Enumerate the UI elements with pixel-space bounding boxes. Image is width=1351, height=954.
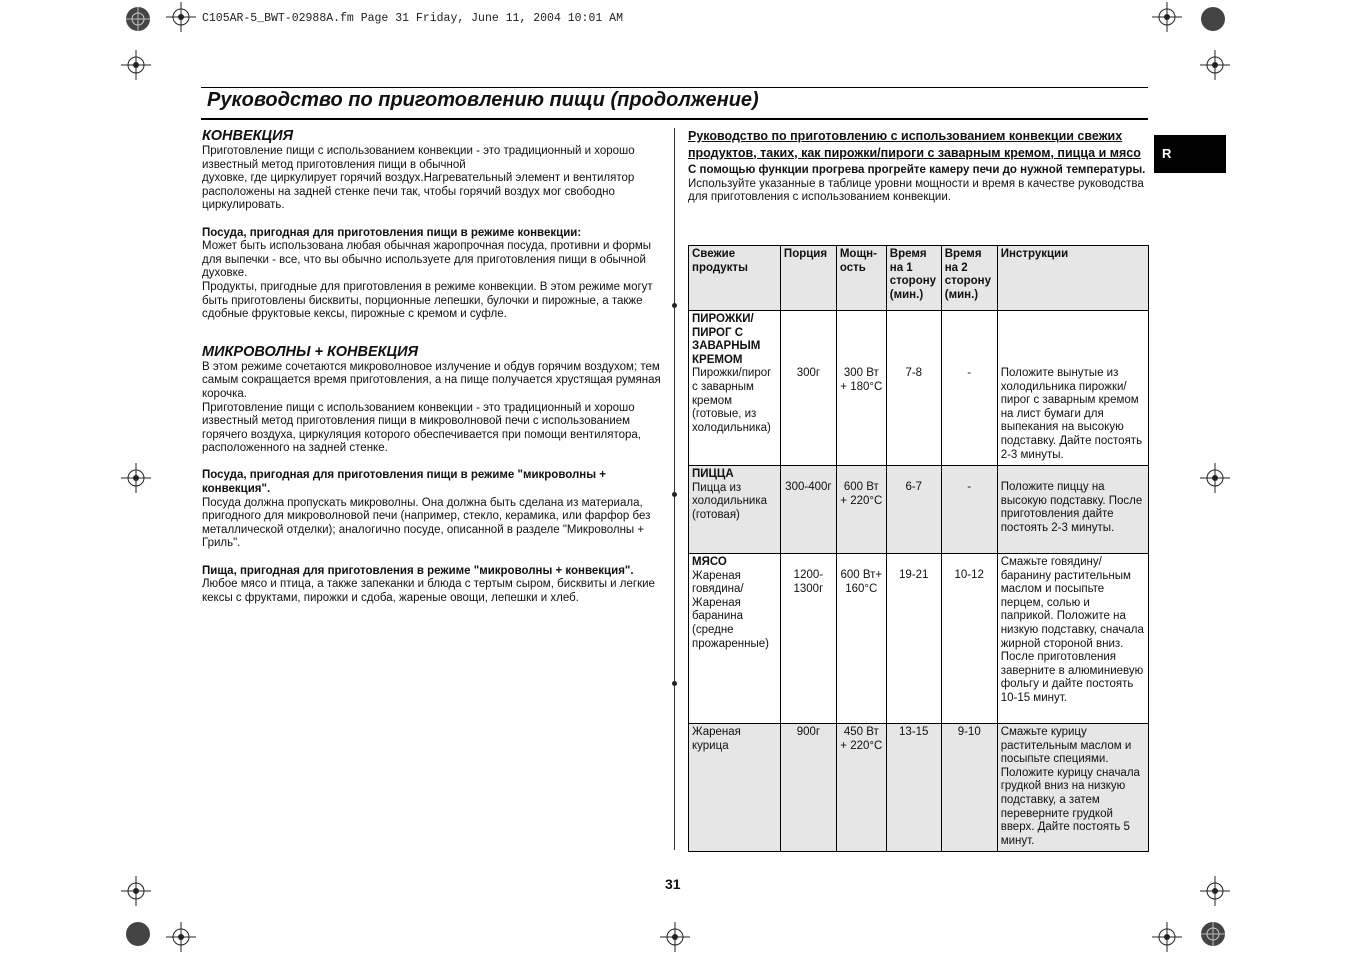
micro-convection-paragraph-1: В этом режиме сочетаются микроволновое излучение и обдув горячим воздухом; тем самым сокращается время приготовления, а на пище получается хрустящая румяная корочка.	[202, 360, 661, 400]
time2-cell: 10-12	[941, 554, 997, 724]
food-name: Пирожки/пирог с заварным кремом (готовые, из холодильника)	[692, 367, 772, 434]
time2-cell: -	[941, 311, 997, 466]
convection-foods-paragraph: Продукты, пригодные для приготовления в режиме конвекции. В этом режиме могут быть приготовлены бисквиты, порционные лепешки, булочки и пирожные, а также сдобные фруктовые кексы, пирожные с кремом и суфле.	[202, 280, 653, 321]
crosshair-mark	[121, 876, 151, 906]
page-number: 31	[665, 876, 681, 892]
header-time-2: Время на 2 сторону (мин.)	[941, 246, 997, 311]
time1-cell: 7-8	[886, 311, 941, 466]
portion-cell: 1200-1300г	[780, 554, 836, 724]
micro-convection-heading: МИКРОВОЛНЫ + КОНВЕКЦИЯ	[202, 343, 419, 360]
language-tab	[1154, 135, 1226, 173]
convection-heading: КОНВЕКЦИЯ	[202, 128, 294, 144]
margin-dot	[672, 492, 677, 497]
crosshair-mark	[1200, 50, 1230, 80]
food-cell	[689, 724, 781, 852]
registration-disc-mark	[1199, 5, 1227, 33]
portion-cell: 900г	[780, 724, 836, 852]
power-cell: 450 Вт + 220°C	[836, 724, 886, 852]
time1-cell: 19-21	[886, 554, 941, 724]
crosshair-mark	[1152, 922, 1182, 952]
left-column	[202, 128, 664, 605]
table-intro: Используйте указанные в таблице уровни мощности и время в качестве руководства для приготовления с использованием конвекции.	[688, 177, 1144, 204]
food-category: ПИРОЖКИ/ ПИРОГ С ЗАВАРНЫМ КРЕМОМ	[692, 313, 761, 366]
micro-convection-paragraph-2: Приготовление пищи с использованием конвекции - это традиционный и хорошо известный метод приготовления пищи в микроволновой печи с использованием горячего воздуха, циркуляция которого обеспечивается при помощи вентилятора, расположенного на задней стенке.	[202, 401, 641, 455]
food-cell	[689, 311, 781, 466]
time2-cell: -	[941, 466, 997, 554]
language-tab-label: R	[1162, 146, 1172, 161]
registration-disc-mark	[1199, 920, 1227, 948]
portion-cell: 300-400г	[780, 466, 836, 554]
power-cell: 600 Вт + 220°C	[836, 466, 886, 554]
instructions-cell: Смажьте говядину/ баранину растительным маслом и посыпьте перцем, солью и паприкой. Положите на низкую подставку, сначала жирной стороной вниз. После приготовления заверните в алюминиевую фольгу и дайте постоять 10-15 минут.	[997, 554, 1148, 724]
food-category: МЯСО	[692, 556, 727, 568]
column-divider	[674, 128, 675, 850]
crosshair-mark	[121, 463, 151, 493]
header-time-1: Время на 1 сторону (мин.)	[886, 246, 941, 311]
food-cell	[689, 554, 781, 724]
right-column	[688, 128, 1148, 205]
time1-cell: 13-15	[886, 724, 941, 852]
title-rule-top	[201, 87, 1148, 88]
margin-dot	[672, 303, 677, 308]
instructions-cell: Смажьте курицу растительным маслом и посыпьте специями. Положите курицу сначала грудкой вниз на низкую подставку, а затем переверните грудкой вверх. Дайте постоять 5 минут.	[997, 724, 1148, 852]
mc-food-paragraph: Любое мясо и птица, а также запеканки и блюда с тертым сыром, бисквиты и легкие кексы с фруктами, пирожки и сдоба, жареные овощи, лепешки и хлеб.	[202, 578, 655, 604]
time2-cell: 9-10	[941, 724, 997, 852]
crosshair-mark	[121, 50, 151, 80]
mc-cookware-paragraph: Посуда должна пропускать микроволны. Она должна быть сделана из материала, пригодного для микроволновой печи (например, стекло, керамика, или фарфор без металлической отделки); аналогично посуде, описанной в разделе "Микроволны + Гриль".	[202, 496, 651, 550]
preheat-instruction: С помощью функции прогрева прогрейте камеру печи до нужной температуры.	[688, 164, 1146, 176]
page-title: Руководство по приготовлению пищи (продолжение)	[207, 89, 759, 111]
header-power: Мощн-ость	[836, 246, 886, 311]
table-section-heading: Руководство по приготовлению с использованием конвекции свежих продуктов, таких, как пирожки/пироги с заварным кремом, пицца и мясо	[688, 129, 1141, 160]
margin-dot	[672, 681, 677, 686]
power-cell: 300 Вт + 180°C	[836, 311, 886, 466]
header-portion: Порция	[780, 246, 836, 311]
registration-disc-mark	[124, 5, 152, 33]
instructions-cell: Положите вынутые из холодильника пирожки/ пирог с заварным кремом на лист бумаги для выпекания на высокую подставку. Дайте постоять 2-3 минуты.	[997, 311, 1148, 466]
file-header: C105AR-5_BWT-02988A.fm Page 31 Friday, June 11, 2004 10:01 AM	[202, 12, 623, 25]
power-cell: 600 Вт+ 160°C	[836, 554, 886, 724]
registration-disc-mark	[124, 920, 152, 948]
crosshair-mark	[660, 922, 690, 952]
food-name: Пицца из холодильника (готовая)	[692, 481, 768, 521]
crosshair-mark	[166, 922, 196, 952]
crosshair-mark	[1200, 463, 1230, 493]
convection-cookware-heading: Посуда, пригодная для приготовления пищи в режиме конвекции:	[202, 226, 582, 239]
crosshair-mark	[1200, 876, 1230, 906]
convection-paragraph-2: духовке, где циркулирует горячий воздух.Нагревательный элемент и вентилятор расположены на задней стенке печи так, чтобы горячий воздух мог свободно циркулировать.	[202, 172, 635, 212]
crosshair-mark	[1152, 2, 1182, 32]
header-food: Свежие продукты	[689, 246, 781, 311]
food-name: Жареная говядина/ Жареная баранина (средне прожаренные)	[692, 569, 769, 650]
table-row	[689, 466, 1149, 554]
table-row	[689, 311, 1149, 466]
header-instructions: Инструкции	[997, 246, 1148, 311]
crosshair-mark	[166, 2, 196, 32]
mc-food-heading: Пища, пригодная для приготовления в режиме "микроволны + конвекция".	[202, 564, 634, 577]
portion-cell: 300г	[780, 311, 836, 466]
title-rule-bottom	[201, 118, 1148, 120]
food-name: Жареная курица	[692, 726, 741, 752]
cooking-table	[688, 245, 1149, 852]
convection-cookware-paragraph: Может быть использована любая обычная жаропрочная посуда, противни и формы для выпечки - все, что вы обычно используете для приготовления пищи в обычной духовке.	[202, 240, 652, 280]
convection-paragraph-1: Приготовление пищи с использованием конвекции - это традиционный и хорошо известный метод приготовления пищи в обычной	[202, 145, 635, 171]
instructions-cell: Положите пиццу на высокую подставку. После приготовления дайте постоять 2-3 минуты.	[997, 466, 1148, 554]
time1-cell: 6-7	[886, 466, 941, 554]
food-category: ПИЦЦА	[692, 468, 734, 480]
food-cell	[689, 466, 781, 554]
table-row	[689, 554, 1149, 724]
table-row	[689, 724, 1149, 852]
mc-cookware-heading: Посуда, пригодная для приготовления пищи в режиме "микроволны + конвекция".	[202, 469, 606, 496]
table-header-row	[689, 246, 1149, 311]
